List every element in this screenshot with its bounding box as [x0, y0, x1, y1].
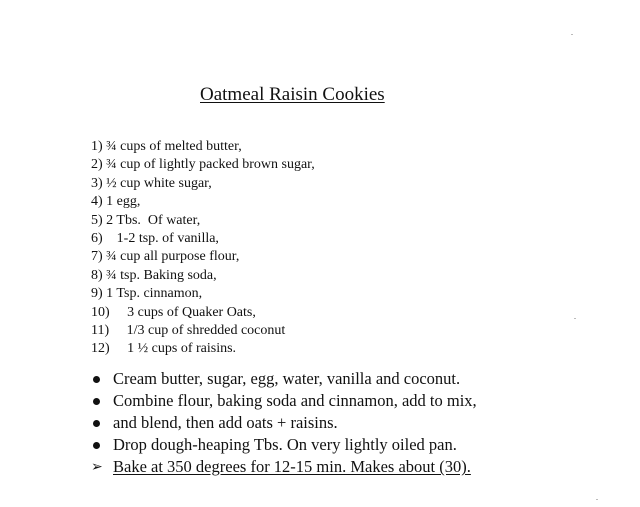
ingredient-list — [91, 137, 315, 358]
scan-speck — [596, 499, 598, 500]
ingredient-item — [91, 284, 315, 303]
ingredient-text: 1 ½ cups of raisins. — [127, 341, 237, 357]
ingredient-number: 7) — [91, 249, 103, 265]
ingredient-item — [91, 266, 315, 285]
bullet-icon — [91, 368, 105, 390]
ingredient-item — [91, 321, 315, 340]
ingredient-number: 10) — [91, 304, 110, 320]
instruction-text: Combine flour, baking soda and cinnamon, add to mix, — [113, 391, 477, 410]
ingredient-item — [91, 174, 315, 193]
ingredient-item — [91, 339, 315, 358]
ingredient-number: 6) — [91, 231, 103, 247]
instruction-step — [91, 390, 477, 412]
arrow-icon: ➢ — [91, 459, 103, 475]
instruction-text: Cream butter, sugar, egg, water, vanilla and coconut. — [113, 369, 461, 388]
instruction-step-final — [91, 456, 477, 478]
ingredient-text: ¾ cup of lightly packed brown sugar, — [106, 157, 315, 173]
instruction-text: Bake at 350 degrees for 12-15 min. Makes about (30). — [113, 457, 471, 476]
ingredient-number: 11) — [91, 323, 110, 339]
ingredient-text: 3 cups of Quaker Oats, — [127, 304, 256, 320]
ingredient-number: 9) — [91, 286, 103, 302]
ingredient-text: 2 Tbs. Of water, — [106, 212, 201, 228]
ingredient-number: 12) — [91, 341, 110, 357]
ingredient-item — [91, 229, 315, 248]
ingredient-item — [91, 303, 315, 322]
ingredient-text: 1/3 cup of shredded coconut — [126, 323, 286, 339]
bullet-icon — [91, 390, 105, 412]
bullet-icon — [91, 412, 105, 434]
ingredient-text: 1 Tsp. cinnamon, — [106, 286, 203, 302]
ingredient-number: 8) — [91, 267, 103, 283]
ingredient-number: 2) — [91, 157, 103, 173]
ingredient-text: ¾ tsp. Baking soda, — [106, 267, 217, 283]
ingredient-item — [91, 211, 315, 230]
ingredient-item — [91, 247, 315, 266]
instruction-step — [91, 368, 477, 390]
ingredient-number: 5) — [91, 212, 103, 228]
recipe-title: Oatmeal Raisin Cookies — [200, 84, 385, 105]
ingredient-text: 1 egg, — [106, 194, 141, 210]
bullet-icon — [91, 434, 105, 456]
ingredient-number: 1) — [91, 139, 103, 154]
instruction-step — [91, 412, 477, 434]
instruction-text: Drop dough-heaping Tbs. On very lightly oiled pan. — [113, 435, 457, 454]
scan-speck — [571, 34, 573, 35]
instruction-list — [91, 368, 477, 478]
ingredient-text: ¾ cup all purpose flour, — [106, 249, 240, 265]
instruction-text: and blend, then add oats + raisins. — [113, 413, 338, 432]
scan-speck — [574, 318, 576, 319]
ingredient-item — [91, 192, 315, 211]
ingredient-number: 3) — [91, 175, 103, 191]
ingredient-item — [91, 155, 315, 174]
ingredient-text: 1-2 tsp. of vanilla, — [116, 231, 219, 247]
instruction-step — [91, 434, 477, 456]
ingredient-text: ½ cup white sugar, — [106, 175, 212, 191]
ingredient-number: 4) — [91, 194, 103, 210]
ingredient-item — [91, 137, 315, 156]
ingredient-text: ¾ cups of melted butter, — [106, 139, 242, 154]
